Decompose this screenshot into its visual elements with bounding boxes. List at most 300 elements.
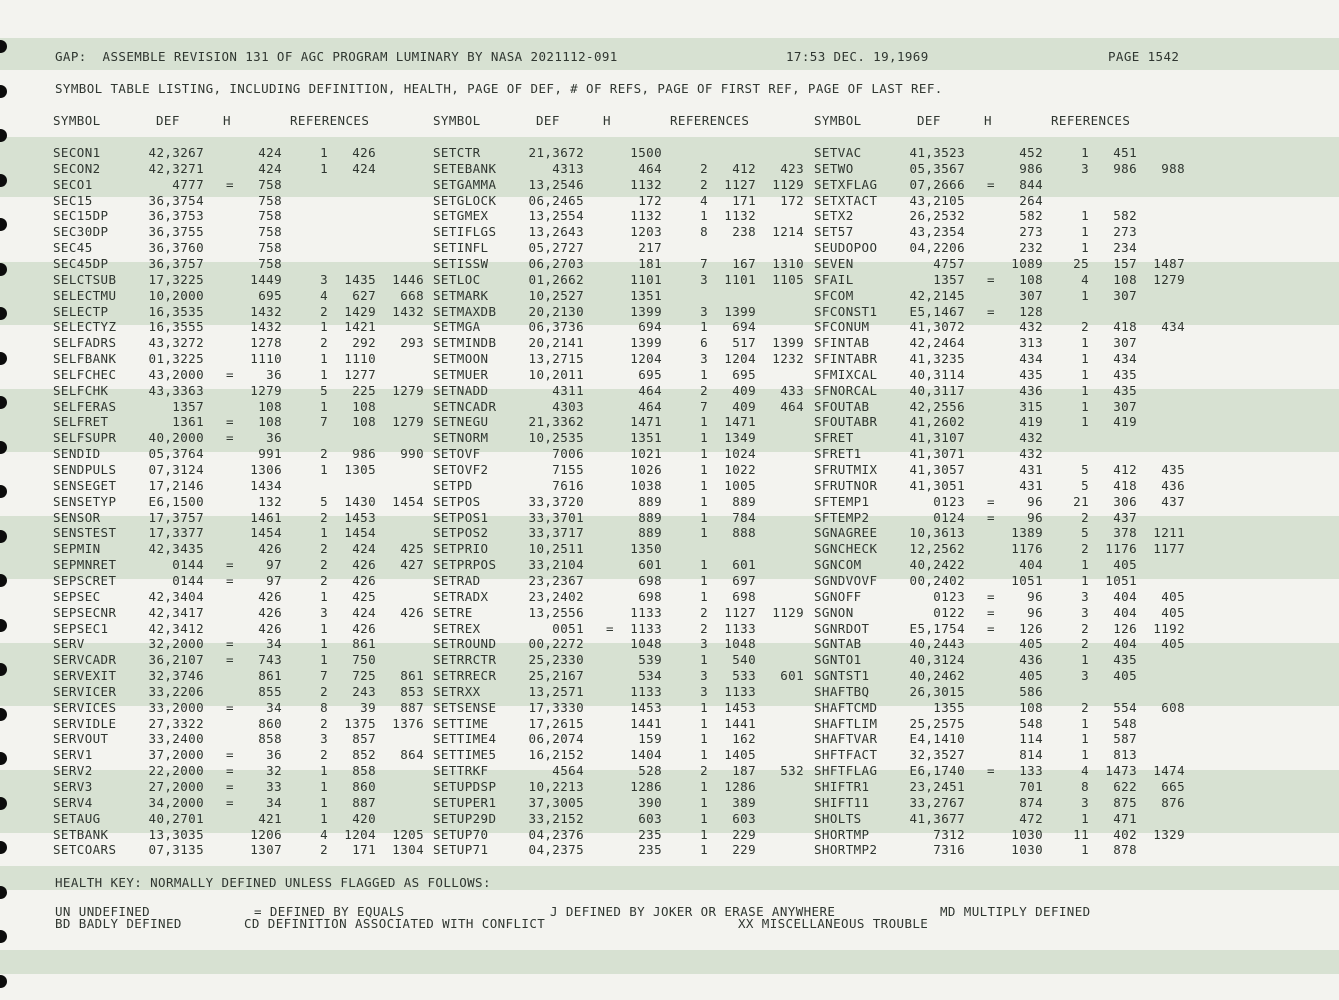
first-ref-page: 1405 — [724, 747, 756, 763]
symbol-name: SETNORM — [433, 430, 489, 446]
ref-count: 7 — [700, 255, 708, 271]
symbol-name: SFINTABR — [814, 351, 878, 366]
def-page: 1399 — [630, 303, 662, 319]
last-ref-page: 668 — [400, 287, 424, 303]
def-page: 986 — [1019, 160, 1043, 176]
health-flag: = — [226, 699, 234, 715]
symbol-name: SELFBANK — [53, 351, 117, 366]
last-ref-page: 532 — [780, 763, 804, 779]
symbol-name: SETXFLAG — [814, 176, 878, 192]
first-ref-page: 126 — [1113, 620, 1137, 636]
symbol-name: SETPOS2 — [433, 525, 489, 541]
first-ref-page: 1375 — [344, 715, 376, 731]
first-ref-page: 694 — [732, 319, 756, 335]
def-page: 1453 — [630, 699, 662, 715]
symbol-definition: 01,2662 — [528, 271, 584, 287]
symbol-name: SENSEGET — [53, 477, 117, 493]
symbol-name: SFCOM — [814, 287, 854, 303]
symbol-definition: 05,3764 — [148, 446, 204, 462]
ref-count: 1 — [700, 366, 708, 382]
first-ref-page: 582 — [1113, 208, 1137, 224]
health-key-xx: XX MISCELLANEOUS TROUBLE — [738, 916, 929, 931]
symbol-definition: 17,2615 — [528, 715, 584, 731]
symbol-definition: 36,2107 — [148, 652, 204, 668]
first-ref-page: 1110 — [344, 351, 376, 366]
first-ref-page: 435 — [1113, 382, 1137, 398]
symbol-definition: 04,2206 — [909, 240, 965, 256]
ref-count: 2 — [320, 446, 328, 462]
def-page: 1206 — [250, 826, 282, 842]
first-ref-page: 307 — [1113, 398, 1137, 414]
symbol-definition: 13,2715 — [528, 351, 584, 366]
ref-count: 1 — [700, 652, 708, 668]
def-page: 232 — [1019, 240, 1043, 256]
health-flag: = — [226, 652, 234, 668]
column-header-symbol: SYMBOL — [814, 113, 862, 128]
last-ref-page: 427 — [400, 557, 424, 573]
last-ref-page: 433 — [780, 382, 804, 398]
ref-count: 4 — [320, 826, 328, 842]
symbol-name: SERVCADR — [53, 652, 117, 668]
symbol-name: SETCTR — [433, 145, 481, 160]
ref-count: 1 — [1081, 573, 1089, 588]
symbol-definition: 04,2376 — [528, 826, 584, 842]
symbol-definition: 33,2206 — [148, 683, 204, 699]
symbol-name: SEC45DP — [53, 255, 109, 271]
first-ref-page: 887 — [352, 794, 376, 810]
symbol-name: SETX2 — [814, 208, 854, 224]
first-ref-page: 108 — [352, 414, 376, 430]
first-ref-page: 1051 — [1105, 573, 1137, 588]
def-page: 1449 — [250, 271, 282, 287]
first-ref-page: 1176 — [1105, 541, 1137, 557]
last-ref-page: 1446 — [392, 271, 424, 287]
first-ref-page: 108 — [352, 398, 376, 414]
ref-count: 3 — [700, 303, 708, 319]
symbol-name: SETREX — [433, 620, 481, 636]
symbol-definition: 41,3523 — [909, 145, 965, 160]
symbol-definition: 43,3363 — [148, 382, 204, 398]
symbol-name: SGNDVOVF — [814, 573, 878, 588]
symbol-definition: 42,3404 — [148, 588, 204, 604]
symbol-name: SETUP70 — [433, 826, 489, 842]
ref-count: 1 — [1081, 240, 1089, 256]
symbol-definition: 0123 — [933, 588, 965, 604]
ref-count: 1 — [700, 493, 708, 509]
symbol-name: SFOUTABR — [814, 414, 878, 430]
def-page: 432 — [1019, 446, 1043, 462]
last-ref-page: 1192 — [1153, 620, 1185, 636]
symbol-definition: 42,3417 — [148, 604, 204, 620]
last-ref-page: 405 — [1161, 604, 1185, 620]
def-page: 1038 — [630, 477, 662, 493]
def-page: 1471 — [630, 414, 662, 430]
symbol-name: SETPOS — [433, 493, 481, 509]
symbol-name: SGNTAB — [814, 636, 862, 652]
first-ref-page: 404 — [1113, 636, 1137, 652]
symbol-name: SFRUTMIX — [814, 462, 878, 477]
ref-count: 1 — [320, 160, 328, 176]
first-ref-page: 402 — [1113, 826, 1137, 842]
first-ref-page: 404 — [1113, 604, 1137, 620]
def-page: 1203 — [630, 224, 662, 240]
def-page: 586 — [1019, 683, 1043, 699]
symbol-definition: 20,2130 — [528, 303, 584, 319]
symbol-name: SETTIME4 — [433, 731, 497, 747]
last-ref-page: 1279 — [1153, 271, 1185, 287]
health-flag: = — [226, 573, 234, 588]
first-ref-page: 1204 — [344, 826, 376, 842]
health-key-un: UN UNDEFINED — [55, 904, 151, 919]
symbol-definition: 41,3057 — [909, 462, 965, 477]
symbol-name: SETMAXDB — [433, 303, 497, 319]
last-ref-page: 1304 — [392, 842, 424, 858]
def-page: 96 — [1027, 493, 1043, 509]
def-page: 464 — [638, 382, 662, 398]
first-ref-page: 171 — [352, 842, 376, 858]
first-ref-page: 157 — [1113, 255, 1137, 271]
def-page: 273 — [1019, 224, 1043, 240]
header-line: GAP: ASSEMBLE REVISION 131 OF AGC PROGRAM LUMINARY BY NASA 2021112-091 — [55, 49, 618, 64]
symbol-name: SEC45 — [53, 240, 93, 256]
def-page: 313 — [1019, 335, 1043, 351]
def-page: 464 — [638, 160, 662, 176]
def-page: 855 — [258, 683, 282, 699]
first-ref-page: 1349 — [724, 430, 756, 446]
symbol-definition: 10,2213 — [528, 779, 584, 794]
symbol-definition: 17,3225 — [148, 271, 204, 287]
def-page: 758 — [258, 224, 282, 240]
def-page: 1026 — [630, 462, 662, 477]
symbol-name: SEC30DP — [53, 224, 109, 240]
first-ref-page: 225 — [352, 382, 376, 398]
ref-count: 1 — [1081, 557, 1089, 573]
symbol-definition: 25,2167 — [528, 668, 584, 683]
ref-count: 2 — [320, 557, 328, 573]
first-ref-page: 603 — [732, 810, 756, 826]
ref-count: 1 — [700, 573, 708, 588]
ref-count: 1 — [1081, 382, 1089, 398]
symbol-name: SELFERAS — [53, 398, 117, 414]
first-ref-page: 1048 — [724, 636, 756, 652]
def-page: 1432 — [250, 319, 282, 335]
symbol-name: SERV4 — [53, 794, 93, 810]
def-page: 1133 — [630, 683, 662, 699]
last-ref-page: 1329 — [1153, 826, 1185, 842]
def-page: 435 — [1019, 366, 1043, 382]
symbol-name: SETSENSE — [433, 699, 497, 715]
def-page: 108 — [1019, 271, 1043, 287]
last-ref-page: 1399 — [772, 335, 804, 351]
def-page: 991 — [258, 446, 282, 462]
ref-count: 1 — [700, 446, 708, 462]
def-page: 132 — [258, 493, 282, 509]
first-ref-page: 435 — [1113, 652, 1137, 668]
symbol-name: SETMUER — [433, 366, 489, 382]
ref-count: 1 — [1081, 731, 1089, 747]
first-ref-page: 1453 — [724, 699, 756, 715]
symbol-name: SFAIL — [814, 271, 854, 287]
symbol-name: SERVEXIT — [53, 668, 117, 683]
first-ref-page: 229 — [732, 826, 756, 842]
ref-count: 2 — [1081, 620, 1089, 636]
feed-hole — [0, 485, 7, 498]
symbol-definition: 36,3755 — [148, 224, 204, 240]
first-ref-page: 437 — [1113, 509, 1137, 525]
def-page: 36 — [266, 366, 282, 382]
def-page: 96 — [1027, 509, 1043, 525]
symbol-definition: 06,3736 — [528, 319, 584, 335]
symbol-name: SGNTO1 — [814, 652, 862, 668]
health-flag: = — [987, 303, 995, 319]
symbol-definition: 0123 — [933, 493, 965, 509]
symbol-name: SEPMIN — [53, 541, 101, 557]
symbol-name: SERV — [53, 636, 85, 652]
symbol-name: SELFADRS — [53, 335, 117, 351]
def-page: 743 — [258, 652, 282, 668]
ref-count: 3 — [320, 271, 328, 287]
def-page: 694 — [638, 319, 662, 335]
first-ref-page: 784 — [732, 509, 756, 525]
symbol-name: SFOUTAB — [814, 398, 870, 414]
symbol-definition: 32,2000 — [148, 636, 204, 652]
first-ref-page: 420 — [352, 810, 376, 826]
first-ref-page: 861 — [352, 636, 376, 652]
first-ref-page: 1471 — [724, 414, 756, 430]
first-ref-page: 405 — [1113, 668, 1137, 683]
def-page: 235 — [638, 826, 662, 842]
def-page: 434 — [1019, 351, 1043, 366]
def-page: 1441 — [630, 715, 662, 731]
symbol-definition: 25,2330 — [528, 652, 584, 668]
def-page: 1176 — [1011, 541, 1043, 557]
first-ref-page: 548 — [1113, 715, 1137, 731]
symbol-definition: 41,3107 — [909, 430, 965, 446]
def-page: 419 — [1019, 414, 1043, 430]
symbol-definition: 10,3613 — [909, 525, 965, 541]
last-ref-page: 876 — [1161, 794, 1185, 810]
ref-count: 1 — [1081, 747, 1089, 763]
first-ref-page: 426 — [352, 620, 376, 636]
first-ref-page: 1441 — [724, 715, 756, 731]
def-page: 34 — [266, 699, 282, 715]
symbol-definition: 21,3672 — [528, 145, 584, 160]
symbol-definition: 43,3272 — [148, 335, 204, 351]
symbol-definition: 43,2000 — [148, 366, 204, 382]
health-flag: = — [226, 779, 234, 794]
symbol-definition: 0122 — [933, 604, 965, 620]
def-page: 701 — [1019, 779, 1043, 794]
symbol-definition: 7006 — [552, 446, 584, 462]
first-ref-page: 171 — [732, 192, 756, 208]
symbol-name: SETNADD — [433, 382, 489, 398]
def-page: 424 — [258, 145, 282, 160]
last-ref-page: 1214 — [772, 224, 804, 240]
symbol-name: SETROUND — [433, 636, 497, 652]
ref-count: 1 — [1081, 351, 1089, 366]
ref-count: 1 — [700, 699, 708, 715]
column-header-h: H — [603, 113, 611, 128]
symbol-definition: 10,2527 — [528, 287, 584, 303]
symbol-name: SHAFTVAR — [814, 731, 878, 747]
symbol-definition: E6,1740 — [909, 763, 965, 779]
def-page: 874 — [1019, 794, 1043, 810]
def-page: 534 — [638, 668, 662, 683]
ref-count: 1 — [320, 779, 328, 794]
def-page: 860 — [258, 715, 282, 731]
symbol-name: SETUPDSP — [433, 779, 497, 794]
symbol-name: SETGLOCK — [433, 192, 497, 208]
def-page: 172 — [638, 192, 662, 208]
ref-count: 1 — [1081, 335, 1089, 351]
symbol-definition: 40,2462 — [909, 668, 965, 683]
symbol-definition: 10,2000 — [148, 287, 204, 303]
ref-count: 3 — [700, 668, 708, 683]
first-ref-page: 1429 — [344, 303, 376, 319]
health-flag: = — [606, 620, 614, 636]
def-page: 539 — [638, 652, 662, 668]
feed-hole — [0, 975, 7, 988]
column-header-symbol: SYMBOL — [53, 113, 101, 128]
last-ref-page: 435 — [1161, 462, 1185, 477]
ref-count: 2 — [700, 176, 708, 192]
ref-count: 3 — [320, 731, 328, 747]
symbol-definition: 07,3135 — [148, 842, 204, 858]
symbol-definition: 36,3754 — [148, 192, 204, 208]
def-page: 426 — [258, 541, 282, 557]
ref-count: 1 — [700, 525, 708, 541]
symbol-definition: 16,3535 — [148, 303, 204, 319]
def-page: 1101 — [630, 271, 662, 287]
def-page: 1132 — [630, 176, 662, 192]
symbol-name: SGNTST1 — [814, 668, 870, 683]
first-ref-page: 1127 — [724, 176, 756, 192]
symbol-name: SETOVF — [433, 446, 481, 462]
first-ref-page: 426 — [352, 557, 376, 573]
column-header-def: DEF — [536, 113, 560, 128]
symbol-name: SHORTMP — [814, 826, 870, 842]
symbol-definition: 0144 — [172, 557, 204, 573]
last-ref-page: 990 — [400, 446, 424, 462]
column-header-h: H — [223, 113, 231, 128]
def-page: 472 — [1019, 810, 1043, 826]
first-ref-page: 698 — [732, 588, 756, 604]
first-ref-page: 533 — [732, 668, 756, 683]
first-ref-page: 601 — [732, 557, 756, 573]
last-ref-page: 423 — [780, 160, 804, 176]
def-page: 452 — [1019, 145, 1043, 160]
symbol-definition: 33,2104 — [528, 557, 584, 573]
last-ref-page: 434 — [1161, 319, 1185, 335]
symbol-definition: 42,3412 — [148, 620, 204, 636]
feed-hole — [0, 841, 7, 854]
first-ref-page: 243 — [352, 683, 376, 699]
health-flag: = — [987, 176, 995, 192]
first-ref-page: 695 — [732, 366, 756, 382]
first-ref-page: 1399 — [724, 303, 756, 319]
ref-count: 2 — [1081, 699, 1089, 715]
symbol-definition: 25,2575 — [909, 715, 965, 731]
ref-count: 25 — [1073, 255, 1089, 271]
first-ref-page: 1421 — [344, 319, 376, 335]
symbol-name: SETAUG — [53, 810, 101, 826]
symbol-name: SEPSEC1 — [53, 620, 109, 636]
symbol-name: SFINTAB — [814, 335, 870, 351]
first-ref-page: 1005 — [724, 477, 756, 493]
ref-count: 2 — [700, 620, 708, 636]
ref-count: 1 — [700, 477, 708, 493]
column-header-def: DEF — [917, 113, 941, 128]
first-ref-page: 1133 — [724, 683, 756, 699]
symbol-name: SERV1 — [53, 747, 93, 763]
symbol-definition: 40,3114 — [909, 366, 965, 382]
symbol-definition: 12,2562 — [909, 541, 965, 557]
def-page: 432 — [1019, 319, 1043, 335]
last-ref-page: 172 — [780, 192, 804, 208]
first-ref-page: 986 — [352, 446, 376, 462]
def-page: 1351 — [630, 430, 662, 446]
symbol-name: SGNOFF — [814, 588, 862, 604]
symbol-name: SHAFTBQ — [814, 683, 870, 699]
symbol-definition: 17,3757 — [148, 509, 204, 525]
first-ref-page: 1024 — [724, 446, 756, 462]
first-ref-page: 435 — [1113, 366, 1137, 382]
def-page: 1500 — [630, 145, 662, 160]
last-ref-page: 608 — [1161, 699, 1185, 715]
symbol-name: SETIFLGS — [433, 224, 497, 240]
last-ref-page: 293 — [400, 335, 424, 351]
def-page: 1399 — [630, 335, 662, 351]
def-page: 582 — [1019, 208, 1043, 224]
ref-count: 1 — [320, 636, 328, 652]
symbol-definition: 1361 — [172, 414, 204, 430]
symbol-definition: 13,2571 — [528, 683, 584, 699]
ref-count: 2 — [700, 763, 708, 779]
health-flag: = — [226, 794, 234, 810]
symbol-name: SHAFTLIM — [814, 715, 878, 731]
def-page: 217 — [638, 240, 662, 256]
def-page: 758 — [258, 208, 282, 224]
def-page: 181 — [638, 255, 662, 271]
symbol-name: SGNCOM — [814, 557, 862, 573]
symbol-name: SEPSECNR — [53, 604, 117, 620]
health-flag: = — [987, 588, 995, 604]
symbol-name: SEUDOPOO — [814, 240, 878, 256]
health-flag: = — [226, 414, 234, 430]
feed-hole — [0, 619, 7, 632]
first-ref-page: 471 — [1113, 810, 1137, 826]
ref-count: 1 — [320, 794, 328, 810]
def-page: 1350 — [630, 541, 662, 557]
first-ref-page: 419 — [1113, 414, 1137, 430]
def-page: 34 — [266, 636, 282, 652]
def-page: 1133 — [630, 604, 662, 620]
symbol-name: SELECTYZ — [53, 319, 117, 335]
symbol-name: SERVICER — [53, 683, 117, 699]
symbol-name: SETBANK — [53, 826, 109, 842]
column-header-h: H — [984, 113, 992, 128]
def-page: 695 — [638, 366, 662, 382]
symbol-name: SEPMNRET — [53, 557, 117, 573]
def-page: 97 — [266, 573, 282, 588]
ref-count: 1 — [700, 462, 708, 477]
def-page: 1286 — [630, 779, 662, 794]
first-ref-page: 540 — [732, 652, 756, 668]
ref-count: 4 — [1081, 271, 1089, 287]
column-header-references: REFERENCES — [290, 113, 370, 128]
first-ref-page: 1277 — [344, 366, 376, 382]
symbol-definition: 40,2443 — [909, 636, 965, 652]
